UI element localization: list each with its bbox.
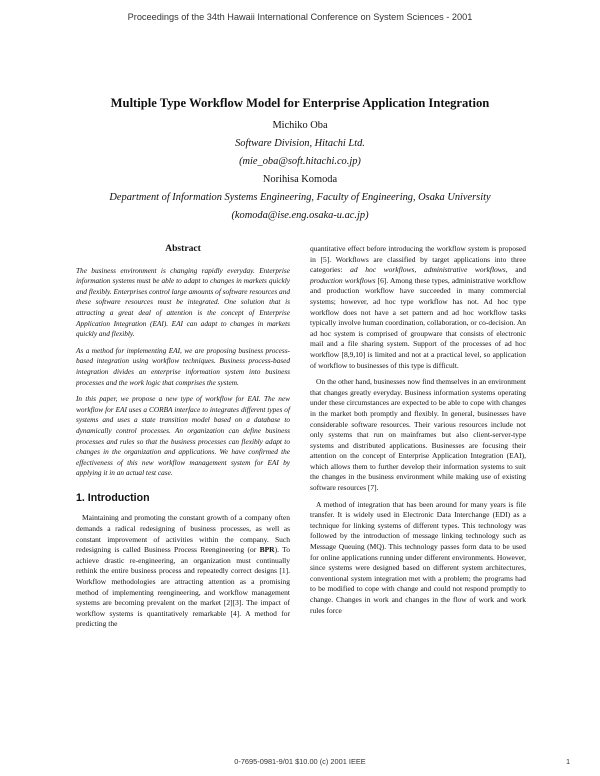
body-paragraph xyxy=(310,244,526,371)
running-header: Proceedings of the 34th Hawaii International Conference on System Sciences - 2001 xyxy=(127,12,473,22)
text-run: [6]. Among these types, administrative workflow and production workflow have succeeded in many commercial systems; however, ad hoc type workflow has not. Ad hoc type workflow does not have a set pattern and ad hoc workflow tasks typically involve human coordination, collaboration, or co-decision. An ad hoc system is comprised of groupware that consists of electronic mail and a file sharing system. Support of the processes of ad hoc workflow [8,9,10] is limited and not at a practical level, so application of workflow to businesses of this type is difficult. xyxy=(310,275,527,370)
abstract-paragraph: In this paper, we propose a new type of workflow for EAI. The new workflow for EAI uses a CORBA interface to integrates different types of systems and uses a state transition model based on a database to dynamically control processes. An organization can define business processes and rules so that the business processes can flexibly adapt to changes in the organization and applications. We have confirmed the effectiveness of this new workflow management system for EAI by applying it in an actual test case. xyxy=(76,394,290,478)
abstract-heading: Abstract xyxy=(165,243,201,254)
page-number: 1 xyxy=(566,757,571,766)
author-affiliation: Department of Information Systems Engineering, Faculty of Engineering, Osaka University xyxy=(109,192,491,203)
left-column xyxy=(76,244,290,636)
italic-term: ad hoc workflows xyxy=(350,265,415,275)
author-affiliation: Software Division, Hitachi Ltd. xyxy=(235,138,365,149)
text-run: ). To achieve drastic re-engineering, an organization must continually rethink the entire business process and repeatedly correct designs [1]. Workflow methodologies are attracting attention as a promising method of implementing reengineering, and workflow management systems are becoming prevalent on the market [2][3]. The impact of workflow systems is quantitatively remarkable [4]. A method for predicting the xyxy=(76,545,290,629)
italic-term: administrative workflows xyxy=(423,265,506,275)
body-paragraph: A method of integration that has been around for many years is file transfer. It is widely used in Electronic Data Interchange (EDI) as a technique for linking systems of different types. This technology was followed by the introduction of message linking technology such as Message Queuing (MQ). This technology passes form data to be used for online applications running under different environments. However, since systems were designed based on different system architectures, conventional system integration met with a problem; the programs had to be modified to cope with change and could not respond promptly to change. Changes in work and changes in the flow of work and work rules force xyxy=(310,499,526,615)
abstract-paragraph: As a method for implementing EAI, we are proposing business process-based integration using workflow techniques. Business process-based integration divides an enterprise information system into business processes and the work logic that comprises the system. xyxy=(76,345,290,387)
section-heading: 1. Introduction xyxy=(76,491,150,504)
abstract-section xyxy=(76,244,290,479)
text-run: Maintaining and promoting the constant growth of a company often demands a radical redesigning of business processes, as well as constant improvement of activities within the company. Such redesigning is called Business Process Reengineering (or xyxy=(76,513,290,555)
italic-term: production workflows xyxy=(310,275,376,285)
right-column xyxy=(310,244,526,622)
bold-term: BPR xyxy=(259,545,275,555)
text-run: quantitative effect before introducing the workflow system is proposed in [5]. Workflows are classified by target applications into three categories: xyxy=(310,244,526,275)
body-paragraph: On the other hand, businesses now find themselves in an environment that changes greatly everyday. Business information systems operating under these circumstances are expected to be able to cope with changes in the market both promptly and flexibly. In general, businesses have considerable software resources. Their various resources include not only systems that run on mainframes but also client-server-type systems and distributed applications. Businesses are focusing their attention on the concept of Enterprise Application Integration (EAI), which allows them to further develop their information systems to suit the changes in the business environment while making use of existing software resources [7]. xyxy=(310,377,526,493)
paper-title: Multiple Type Workflow Model for Enterprise Application Integration xyxy=(110,96,490,110)
text-run: , xyxy=(414,265,424,275)
author-email: (mie_oba@soft.hitachi.co.jp) xyxy=(239,156,361,167)
abstract-paragraph: The business environment is changing rapidly everyday. Enterprise information systems must be able to adapt to changes in markets quickly and flexibly. Enterprises control large amounts of software resources and these software resources must be integrated. One solution that is attracting a great deal of attention is the concept of Enterprise Application Integration (EAI). EAI can adapt to changes in markets quickly and flexibly. xyxy=(76,265,290,339)
author-name: Michiko Oba xyxy=(272,120,328,131)
author-name: Norihisa Komoda xyxy=(262,174,338,185)
text-run: , and xyxy=(505,265,527,275)
body-paragraph xyxy=(76,513,290,630)
author-email: (komoda@ise.eng.osaka-u.ac.jp) xyxy=(231,210,369,221)
footer-copyright: 0-7695-0981-9/01 $10.00 (c) 2001 IEEE xyxy=(234,757,366,766)
